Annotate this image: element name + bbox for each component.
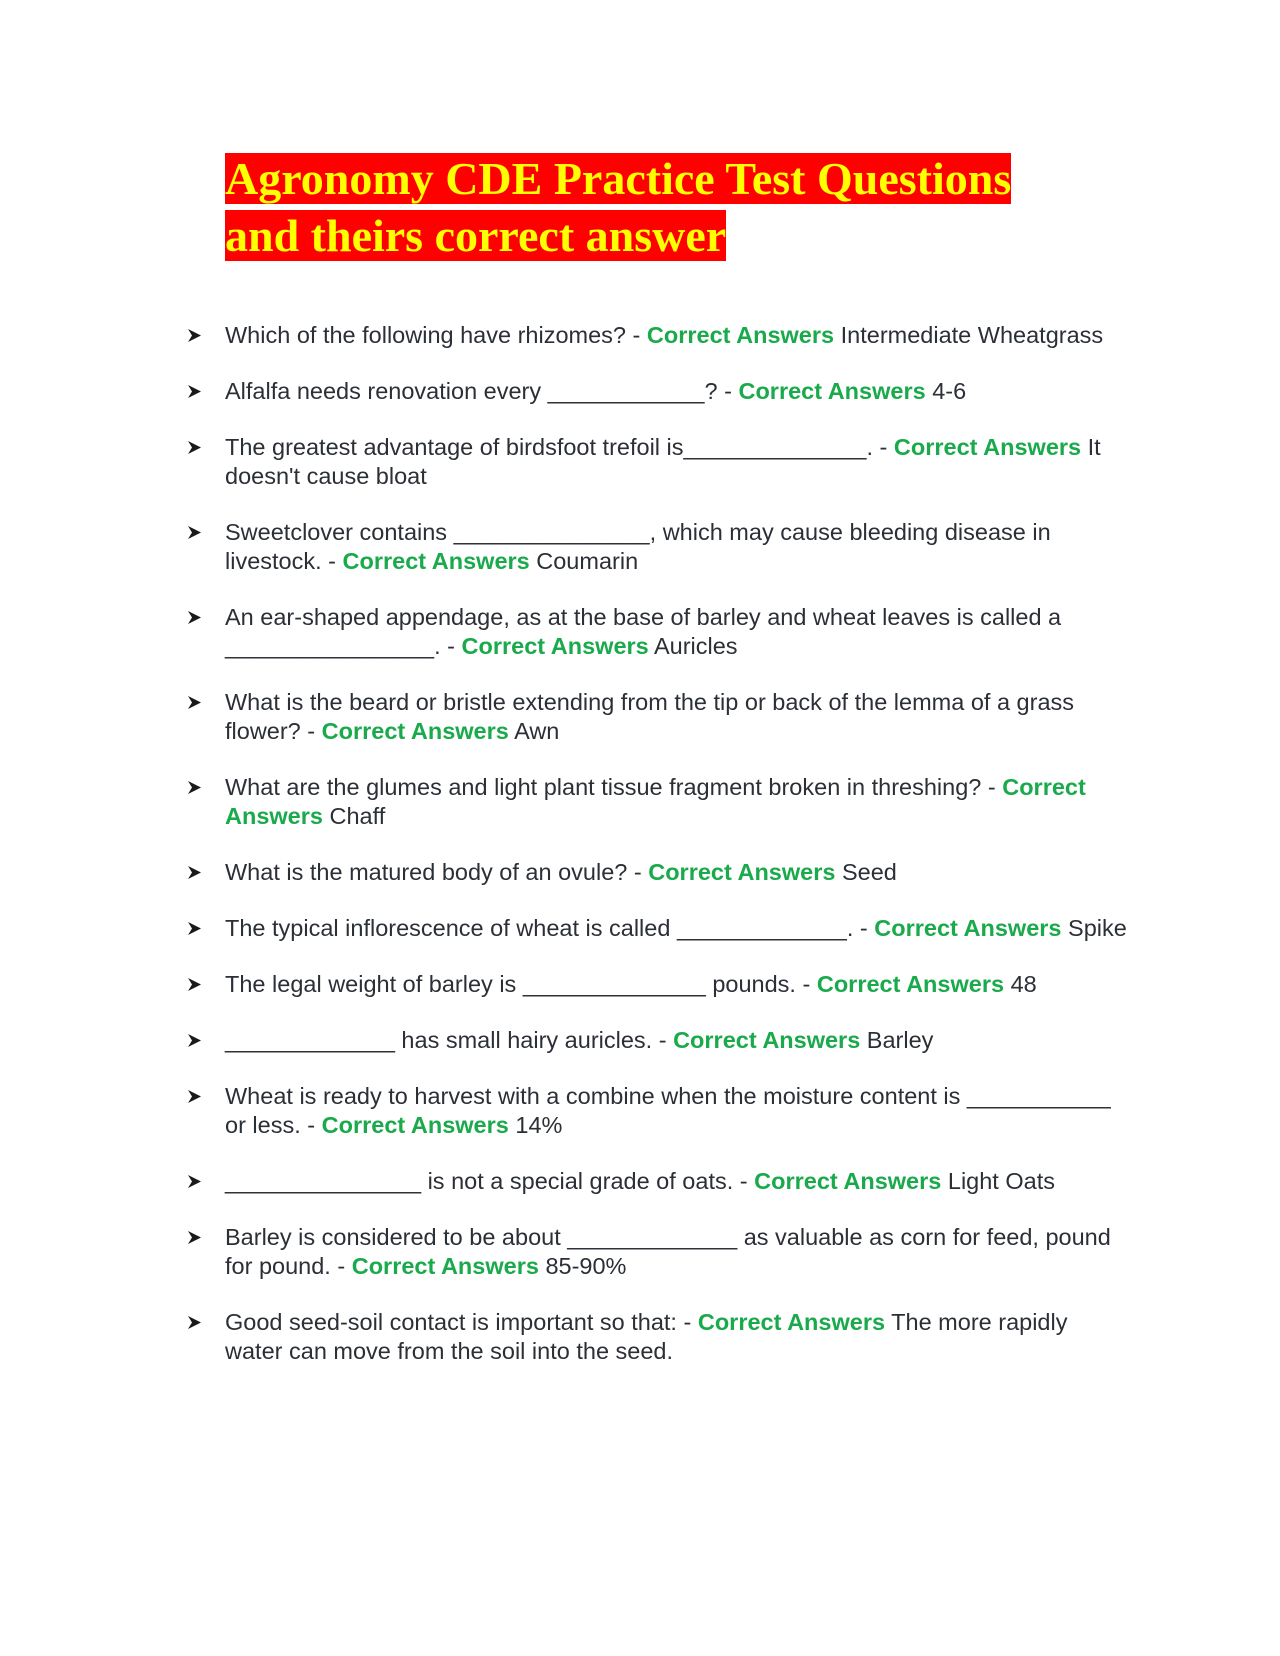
question-text: Good seed-soil contact is important so that: - — [225, 1309, 698, 1335]
arrowhead-bullet-icon — [187, 1026, 207, 1055]
answer-text: Awn — [508, 718, 560, 744]
arrowhead-bullet-icon — [187, 1308, 207, 1337]
question-text: The greatest advantage of birdsfoot trefoil is______________. - — [225, 434, 894, 460]
question-item-9 — [187, 914, 1127, 943]
correct-answers-label: Correct Answers — [321, 1112, 509, 1138]
question-item-13 — [187, 1167, 1127, 1196]
question-text: The typical inflorescence of wheat is called _____________. - — [225, 915, 875, 941]
answer-text: 48 — [1004, 971, 1037, 997]
arrowhead-bullet-icon — [187, 1082, 207, 1111]
question-item-2 — [187, 377, 1127, 406]
correct-answers-label: Correct Answers — [893, 434, 1082, 460]
correct-answers-label: Correct Answers — [697, 1309, 886, 1335]
correct-answers-label: Correct Answers — [351, 1253, 539, 1279]
answer-text: Spike — [1061, 915, 1127, 941]
correct-answers-label: Correct Answers — [648, 859, 836, 885]
question-text: An ear-shaped appendage, as at the base of barley and wheat leaves is called a ________________. - — [225, 604, 1062, 659]
arrowhead-bullet-icon — [187, 1223, 207, 1252]
page-title — [225, 150, 1125, 264]
arrowhead-bullet-icon — [187, 914, 207, 943]
correct-answers-label: Correct Answers — [461, 633, 649, 659]
question-text: What is the beard or bristle extending from the tip or back of the lemma of a grass flower? - — [225, 689, 1075, 744]
arrowhead-bullet-icon — [187, 688, 207, 717]
question-text: Alfalfa needs renovation every ____________? - — [225, 378, 739, 404]
correct-answers-label: Correct Answers — [738, 378, 926, 404]
question-text: What are the glumes and light plant tissue fragment broken in threshing? - — [225, 774, 1003, 800]
answer-text: Light Oats — [941, 1168, 1055, 1194]
answer-text: Auricles — [648, 633, 738, 659]
question-text: _______________ is not a special grade of oats. - — [225, 1168, 755, 1194]
answer-text: 85-90% — [538, 1253, 627, 1279]
question-text: _____________ has small hairy auricles. - — [225, 1027, 674, 1053]
correct-answers-label: Correct Answers — [646, 322, 835, 348]
question-item-14 — [187, 1223, 1127, 1281]
answer-text: Barley — [860, 1027, 934, 1053]
question-text: Sweetclover contains _______________, which may cause bleeding disease in livestock. - — [225, 519, 1051, 574]
question-item-4 — [187, 518, 1127, 576]
arrowhead-bullet-icon — [187, 603, 207, 632]
question-item-10 — [187, 970, 1127, 999]
question-item-1 — [187, 321, 1127, 350]
arrowhead-bullet-icon — [187, 377, 207, 406]
answer-text: 14% — [508, 1112, 563, 1138]
question-item-5 — [187, 603, 1127, 661]
answer-text: It doesn't cause bloat — [225, 434, 1101, 489]
answer-text: Intermediate Wheatgrass — [834, 322, 1104, 348]
correct-answers-label: Correct Answers — [874, 915, 1062, 941]
question-text: Which of the following have rhizomes? - — [225, 322, 647, 348]
correct-answers-label: Correct Answers — [754, 1168, 942, 1194]
correct-answers-label: Correct Answers — [225, 774, 1086, 829]
question-item-7 — [187, 773, 1127, 831]
answer-text: The more rapidly water can move from the soil into the seed. — [225, 1309, 1068, 1364]
arrowhead-bullet-icon — [187, 433, 207, 462]
correct-answers-label: Correct Answers — [321, 718, 509, 744]
question-item-3 — [187, 433, 1127, 491]
title-line-2: and theirs correct answer — [225, 210, 727, 261]
correct-answers-label: Correct Answers — [342, 548, 530, 574]
question-list — [187, 321, 1127, 1393]
answer-text: Chaff — [322, 803, 386, 829]
answer-text: Seed — [835, 859, 897, 885]
answer-text: Coumarin — [529, 548, 639, 574]
correct-answers-label: Correct Answers — [816, 971, 1005, 997]
question-item-11 — [187, 1026, 1127, 1055]
arrowhead-bullet-icon — [187, 1167, 207, 1196]
question-item-6 — [187, 688, 1127, 746]
question-text: Wheat is ready to harvest with a combine when the moisture content is ___________ or less. - — [225, 1083, 1111, 1138]
question-text: Barley is considered to be about _____________ as valuable as corn for feed, pound for pound. - — [225, 1224, 1111, 1279]
arrowhead-bullet-icon — [187, 518, 207, 547]
answer-text: 4-6 — [925, 378, 967, 404]
question-item-15 — [187, 1308, 1127, 1366]
arrowhead-bullet-icon — [187, 858, 207, 887]
question-item-8 — [187, 858, 1127, 887]
question-item-12 — [187, 1082, 1127, 1140]
question-text: The legal weight of barley is ______________ pounds. - — [225, 971, 817, 997]
correct-answers-label: Correct Answers — [673, 1027, 861, 1053]
arrowhead-bullet-icon — [187, 970, 207, 999]
arrowhead-bullet-icon — [187, 321, 207, 350]
title-line-1: Agronomy CDE Practice Test Questions — [225, 153, 1012, 204]
arrowhead-bullet-icon — [187, 773, 207, 802]
question-text: What is the matured body of an ovule? - — [225, 859, 649, 885]
